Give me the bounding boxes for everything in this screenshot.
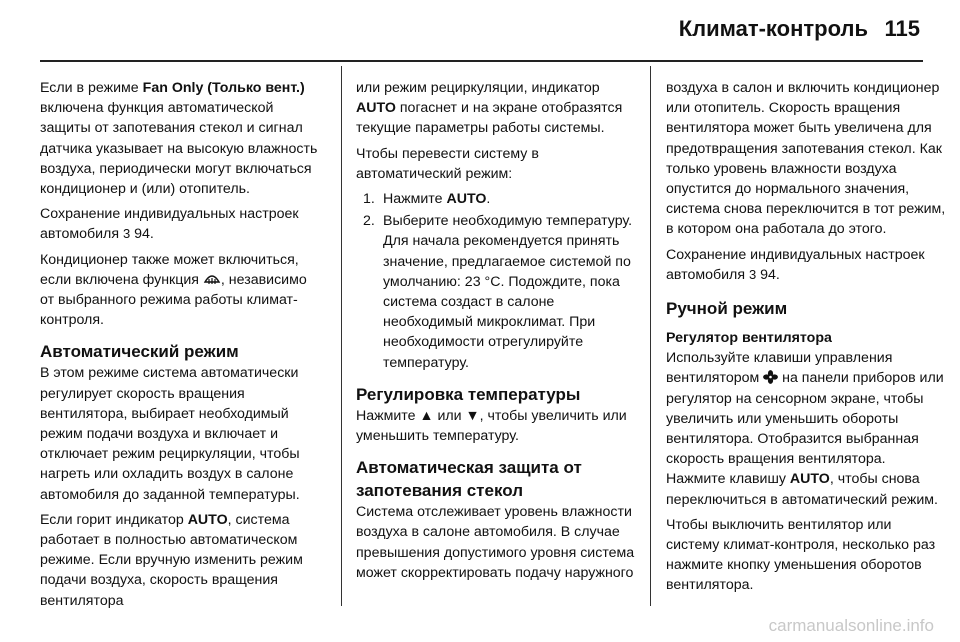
section-heading: Автоматический режим xyxy=(40,342,239,362)
page-number: 115 xyxy=(884,16,920,41)
paragraph: В этом режиме система автоматически регулирует скорость вращения вентилятора, выбирает необходимый режим подачи воздуха и включает и отключает режим рециркуляции, чтобы нагреть или охладить воздух в салоне автомобиля до заданной температуры. xyxy=(40,365,300,503)
paragraph: Если в режиме Fan Only (Только вент.) включена функция автоматической защиты от запотевания стекол и сигнал датчика указывает на высокую влажность воздуха, периодически могут включаться кондиционер и (или) отопитель. xyxy=(40,80,318,198)
defrost-icon xyxy=(203,272,221,288)
section-heading: Автоматическая защита от запотевания стекол xyxy=(356,458,582,501)
triangle-up-icon: ▲ xyxy=(419,407,434,424)
watermark: carmanualsonline.info xyxy=(768,616,934,635)
paragraph: Чтобы выключить вентилятор или систему климат-контроля, несколько раз нажмите кнопку уменьшения оборотов вентилятора. xyxy=(666,516,936,594)
paragraph: Чтобы перевести систему в автоматический режим: xyxy=(356,145,539,182)
section-heading: Ручной режим xyxy=(666,299,788,319)
steps-list xyxy=(356,189,638,373)
page-title: Климат-контроль xyxy=(678,16,868,41)
column-divider xyxy=(650,66,651,606)
paragraph: Система отслеживает уровень влажности воздуха в салоне автомобиля. В случае превышения допустимого уровня система может скорректировать подачу наружного xyxy=(356,504,635,581)
column-divider xyxy=(341,66,342,606)
section-heading: Регулировка температуры xyxy=(356,384,581,404)
paragraph: Сохранение индивидуальных настроек автомобиля 3 94. xyxy=(666,246,925,283)
list-item: 1. Нажмите AUTO. xyxy=(363,191,491,208)
paragraph: Если горит индикатор AUTO, система работает в полностью автоматическом режиме. Если вручную изменить режим подачи воздуха, скорость вращения вентилятора xyxy=(40,511,303,609)
column-3 xyxy=(666,78,948,601)
header-rule xyxy=(40,60,923,62)
page-reference-arrow[interactable]: 3 xyxy=(748,266,757,282)
column-1 xyxy=(40,78,322,616)
paragraph: Кондиционер также может включиться, если включена функция , независимо от выбранного режима работы климат-контроля. xyxy=(40,251,307,329)
paragraph: Используйте клавиши управления вентилятором на панели приборов или регулятор на сенсорном экране, чтобы увеличить или уменьшить обороты вентилятора. Отобразится выбранная скорость вращения вентилятора. Нажмите клавишу AUTO, чтобы снова переключиться в автоматический режим. xyxy=(666,350,944,508)
paragraph: или режим рециркуляции, индикатор AUTO погаснет и на экране отобразятся текущие параметры работы системы. xyxy=(356,80,623,137)
triangle-down-icon: ▼ xyxy=(465,407,480,424)
page-reference-arrow[interactable]: 3 xyxy=(122,226,131,242)
paragraph: Нажмите ▲ или ▼, чтобы увеличить или уменьшить температуру. xyxy=(356,407,627,445)
list-item: 2. Выберите необходимую температуру. Для начала рекомендуется принять значение, предлагаемое системой по умолчанию: 23 °C. Подождите, пока система создаст в салоне необходимый микроклимат. При необходимости отрегулируйте температуру. xyxy=(363,213,633,371)
page-header xyxy=(0,0,960,62)
subsection-heading: Регулятор вентилятора xyxy=(666,330,832,347)
paragraph: Сохранение индивидуальных настроек автомобиля 3 94. xyxy=(40,206,299,243)
column-2 xyxy=(356,78,638,588)
fan-icon xyxy=(763,370,778,386)
paragraph: воздуха в салон и включить кондиционер или отопитель. Скорость вращения вентилятора может быть увеличена для предотвращения запотевания стекол. Как только уровень влажности воздуха опустится до нормального значения, система снова переключится в тот режим, в котором она работала до этого. xyxy=(666,80,946,238)
